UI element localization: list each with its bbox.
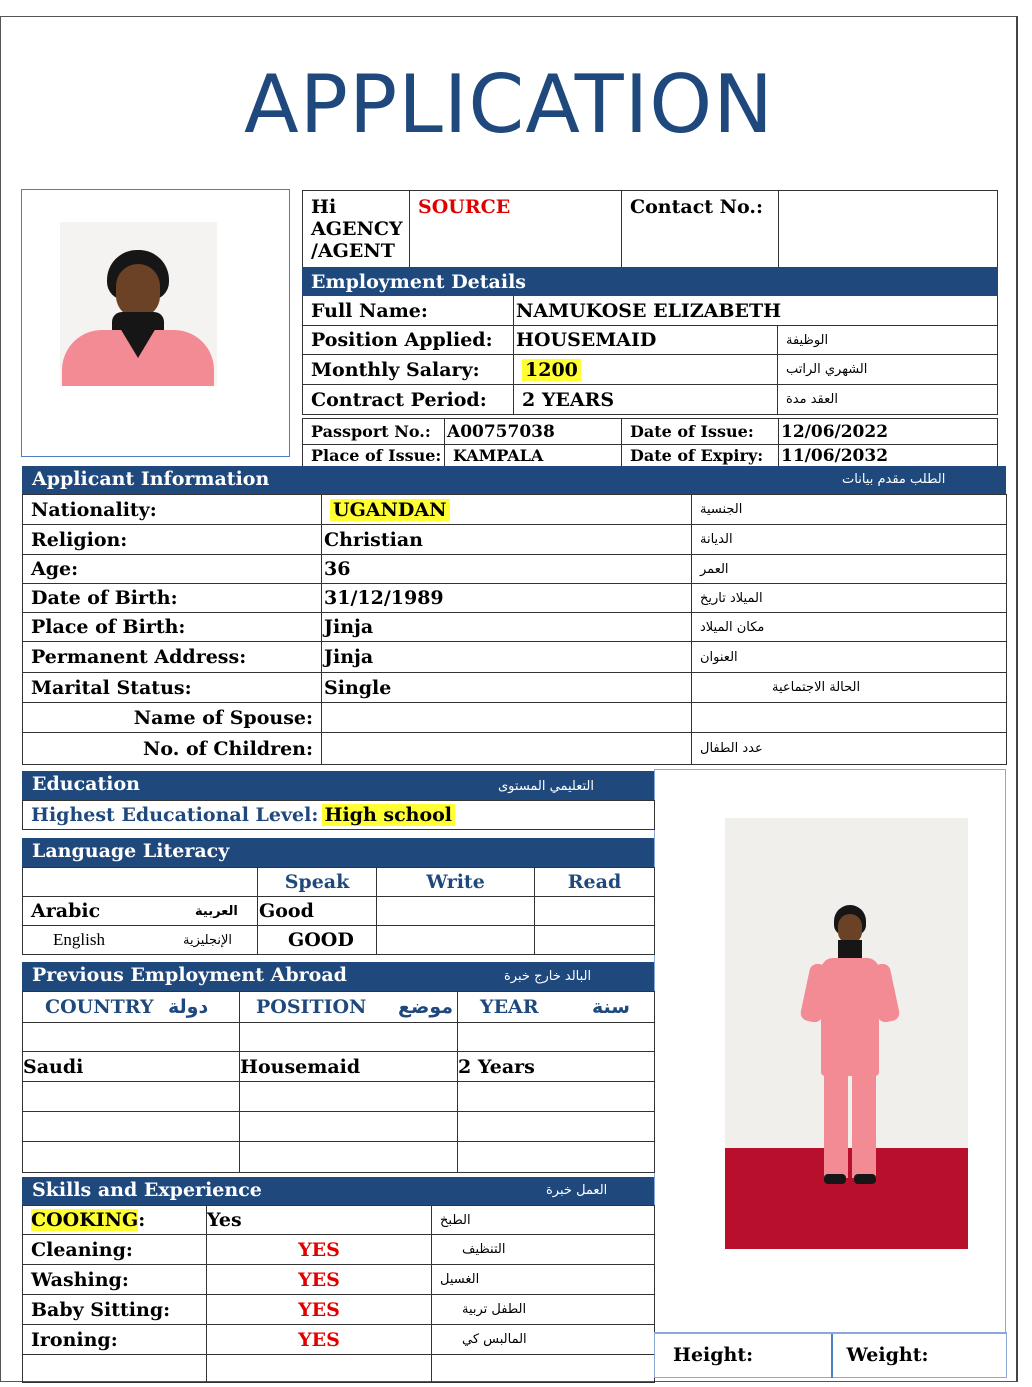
language-table (22, 867, 655, 955)
issue-place-label: Place of Issue: (303, 445, 445, 467)
salary-ar: الشهري الراتب (778, 355, 998, 385)
lang-english-speak: GOOD (258, 926, 377, 955)
skill-cleaning-label: Cleaning: (23, 1235, 207, 1265)
col-position-ar: موضع (398, 996, 454, 1018)
education-level-label: Highest Educational Level: (23, 801, 322, 830)
full-name-label: Full Name: (303, 296, 514, 326)
age-ar: العمر (692, 555, 1007, 584)
issue-date-label: Date of Issue: (622, 419, 779, 445)
position-label: Position Applied: (303, 326, 514, 355)
dob-value: 31/12/1989 (322, 584, 692, 613)
weight-label: Weight: (832, 1333, 1007, 1377)
agency-source: SOURCE (410, 191, 622, 268)
skill-cleaning-ar: التنظيف (432, 1235, 655, 1265)
full-body-photo (725, 818, 968, 1249)
skill-washing-value: YES (207, 1265, 432, 1295)
address-value: Jinja (322, 642, 692, 673)
passport-label: Passport No.: (303, 419, 445, 445)
skills-header-ar: العمل خبرة (546, 1183, 608, 1198)
agency-table (302, 190, 998, 268)
employment-table (302, 267, 998, 415)
contact-value (779, 191, 998, 268)
education-header: Education التعليمي المستوى (22, 771, 654, 800)
lang-arabic-ar: العربية (195, 904, 238, 919)
col-year-ar: سنة (592, 996, 630, 1018)
applicant-header: Applicant Information الطلب مقدم بيانات (22, 466, 1006, 494)
skill-cooking-value: Yes (207, 1206, 432, 1235)
prev-year: 2 Years (458, 1052, 655, 1082)
col-read: Read (535, 868, 655, 897)
lang-arabic-read (535, 897, 655, 926)
skill-baby-ar: الطفل تربية (432, 1295, 655, 1325)
expiry-label: Date of Expiry: (622, 445, 779, 467)
passport-table (302, 418, 998, 467)
skill-ironing-ar: المالبس كي (432, 1325, 655, 1355)
prev-country: Saudi (23, 1052, 240, 1082)
age-label: Age: (23, 555, 322, 584)
issue-place-value: KAMPALA (445, 445, 622, 467)
contract-value: 2 YEARS (514, 385, 778, 415)
marital-ar: الحالة الاجتماعية (692, 673, 1007, 703)
dob-ar: الميلاد تاريخ (692, 584, 1007, 613)
applicant-table (22, 494, 1007, 765)
birthplace-ar: مكان الميلاد (692, 613, 1007, 642)
portrait-photo (60, 222, 217, 386)
passport-value: A00757038 (445, 419, 622, 445)
expiry-value: 11/06/2032 (779, 445, 998, 467)
address-label: Permanent Address: (23, 642, 322, 673)
spouse-ar (692, 703, 1007, 733)
col-write: Write (377, 868, 535, 897)
skill-ironing-label: Ironing: (23, 1325, 207, 1355)
birthplace-value: Jinja (322, 613, 692, 642)
marital-label: Marital Status: (23, 673, 322, 703)
religion-ar: الديانة (692, 525, 1007, 555)
employment-header: Employment Details (303, 268, 998, 296)
lang-english-ar: الإنجليزية (183, 933, 233, 948)
issue-date-value: 12/06/2022 (779, 419, 998, 445)
col-position: POSITION موضع (240, 992, 458, 1023)
nationality-value: UGANDAN (330, 499, 450, 521)
salary-label: Monthly Salary: (303, 355, 514, 385)
children-ar: عدد الطفال (692, 733, 1007, 765)
lang-english-read (535, 926, 655, 955)
nationality-label: Nationality: (23, 495, 322, 525)
contract-ar: العقد مدة (778, 385, 998, 415)
skill-cleaning-value: YES (207, 1235, 432, 1265)
previous-table (22, 991, 655, 1173)
full-name-value: NAMUKOSE ELIZABETH (514, 296, 998, 326)
col-year: YEAR سنة (458, 992, 655, 1023)
lang-arabic-speak: Good (258, 897, 377, 926)
spouse-value (322, 703, 692, 733)
address-ar: العنوان (692, 642, 1007, 673)
age-value: 36 (322, 555, 692, 584)
col-country-ar: دولة (168, 996, 209, 1018)
marital-value: Single (322, 673, 692, 703)
skill-ironing-value: YES (207, 1325, 432, 1355)
position-value: HOUSEMAID (514, 326, 778, 355)
salary-value: 1200 (522, 359, 581, 381)
education-header-ar: التعليمي المستوى (498, 779, 594, 794)
skills-header: Skills and Experience العمل خبرة (22, 1177, 654, 1205)
birthplace-label: Place of Birth: (23, 613, 322, 642)
children-label: No. of Children: (23, 733, 322, 765)
language-header: Language Literacy (22, 838, 654, 867)
agency-label: Hi AGENCY /AGENT (303, 191, 410, 268)
nationality-ar: الجنسية (692, 495, 1007, 525)
education-table (22, 800, 655, 830)
skill-baby-value: YES (207, 1295, 432, 1325)
col-speak: Speak (258, 868, 377, 897)
lang-arabic-write (377, 897, 535, 926)
contract-label: Contract Period: (303, 385, 514, 415)
skill-baby-label: Baby Sitting: (23, 1295, 207, 1325)
previous-header: Previous Employment Abroad البالد خارج خبرة (22, 962, 654, 991)
skill-washing-ar: الغسيل (432, 1265, 655, 1295)
skill-washing-label: Washing: (23, 1265, 207, 1295)
position-ar: الوظيفة (778, 326, 998, 355)
education-level-value: High school (322, 804, 456, 826)
contact-label: Contact No.: (622, 191, 779, 268)
height-label: Height: (655, 1333, 832, 1377)
page-title: APPLICATION (243, 58, 775, 151)
prev-position: Housemaid (240, 1052, 458, 1082)
lang-arabic: Arabic العربية (23, 897, 258, 926)
skill-cooking-ar: الطبخ (432, 1206, 655, 1235)
children-value (322, 733, 692, 765)
dob-label: Date of Birth: (23, 584, 322, 613)
lang-english-write (377, 926, 535, 955)
spouse-label: Name of Spouse: (23, 703, 322, 733)
religion-label: Religion: (23, 525, 322, 555)
religion-value: Christian (322, 525, 692, 555)
col-country: COUNTRY دولة (23, 992, 240, 1023)
applicant-header-ar: الطلب مقدم بيانات (842, 472, 946, 487)
body-measure-table (654, 1332, 1007, 1378)
skill-cooking-label: COOKING: (23, 1206, 207, 1235)
skills-table (22, 1205, 655, 1383)
previous-header-ar: البالد خارج خبرة (504, 969, 592, 984)
lang-english: English الإنجليزية (23, 926, 258, 955)
